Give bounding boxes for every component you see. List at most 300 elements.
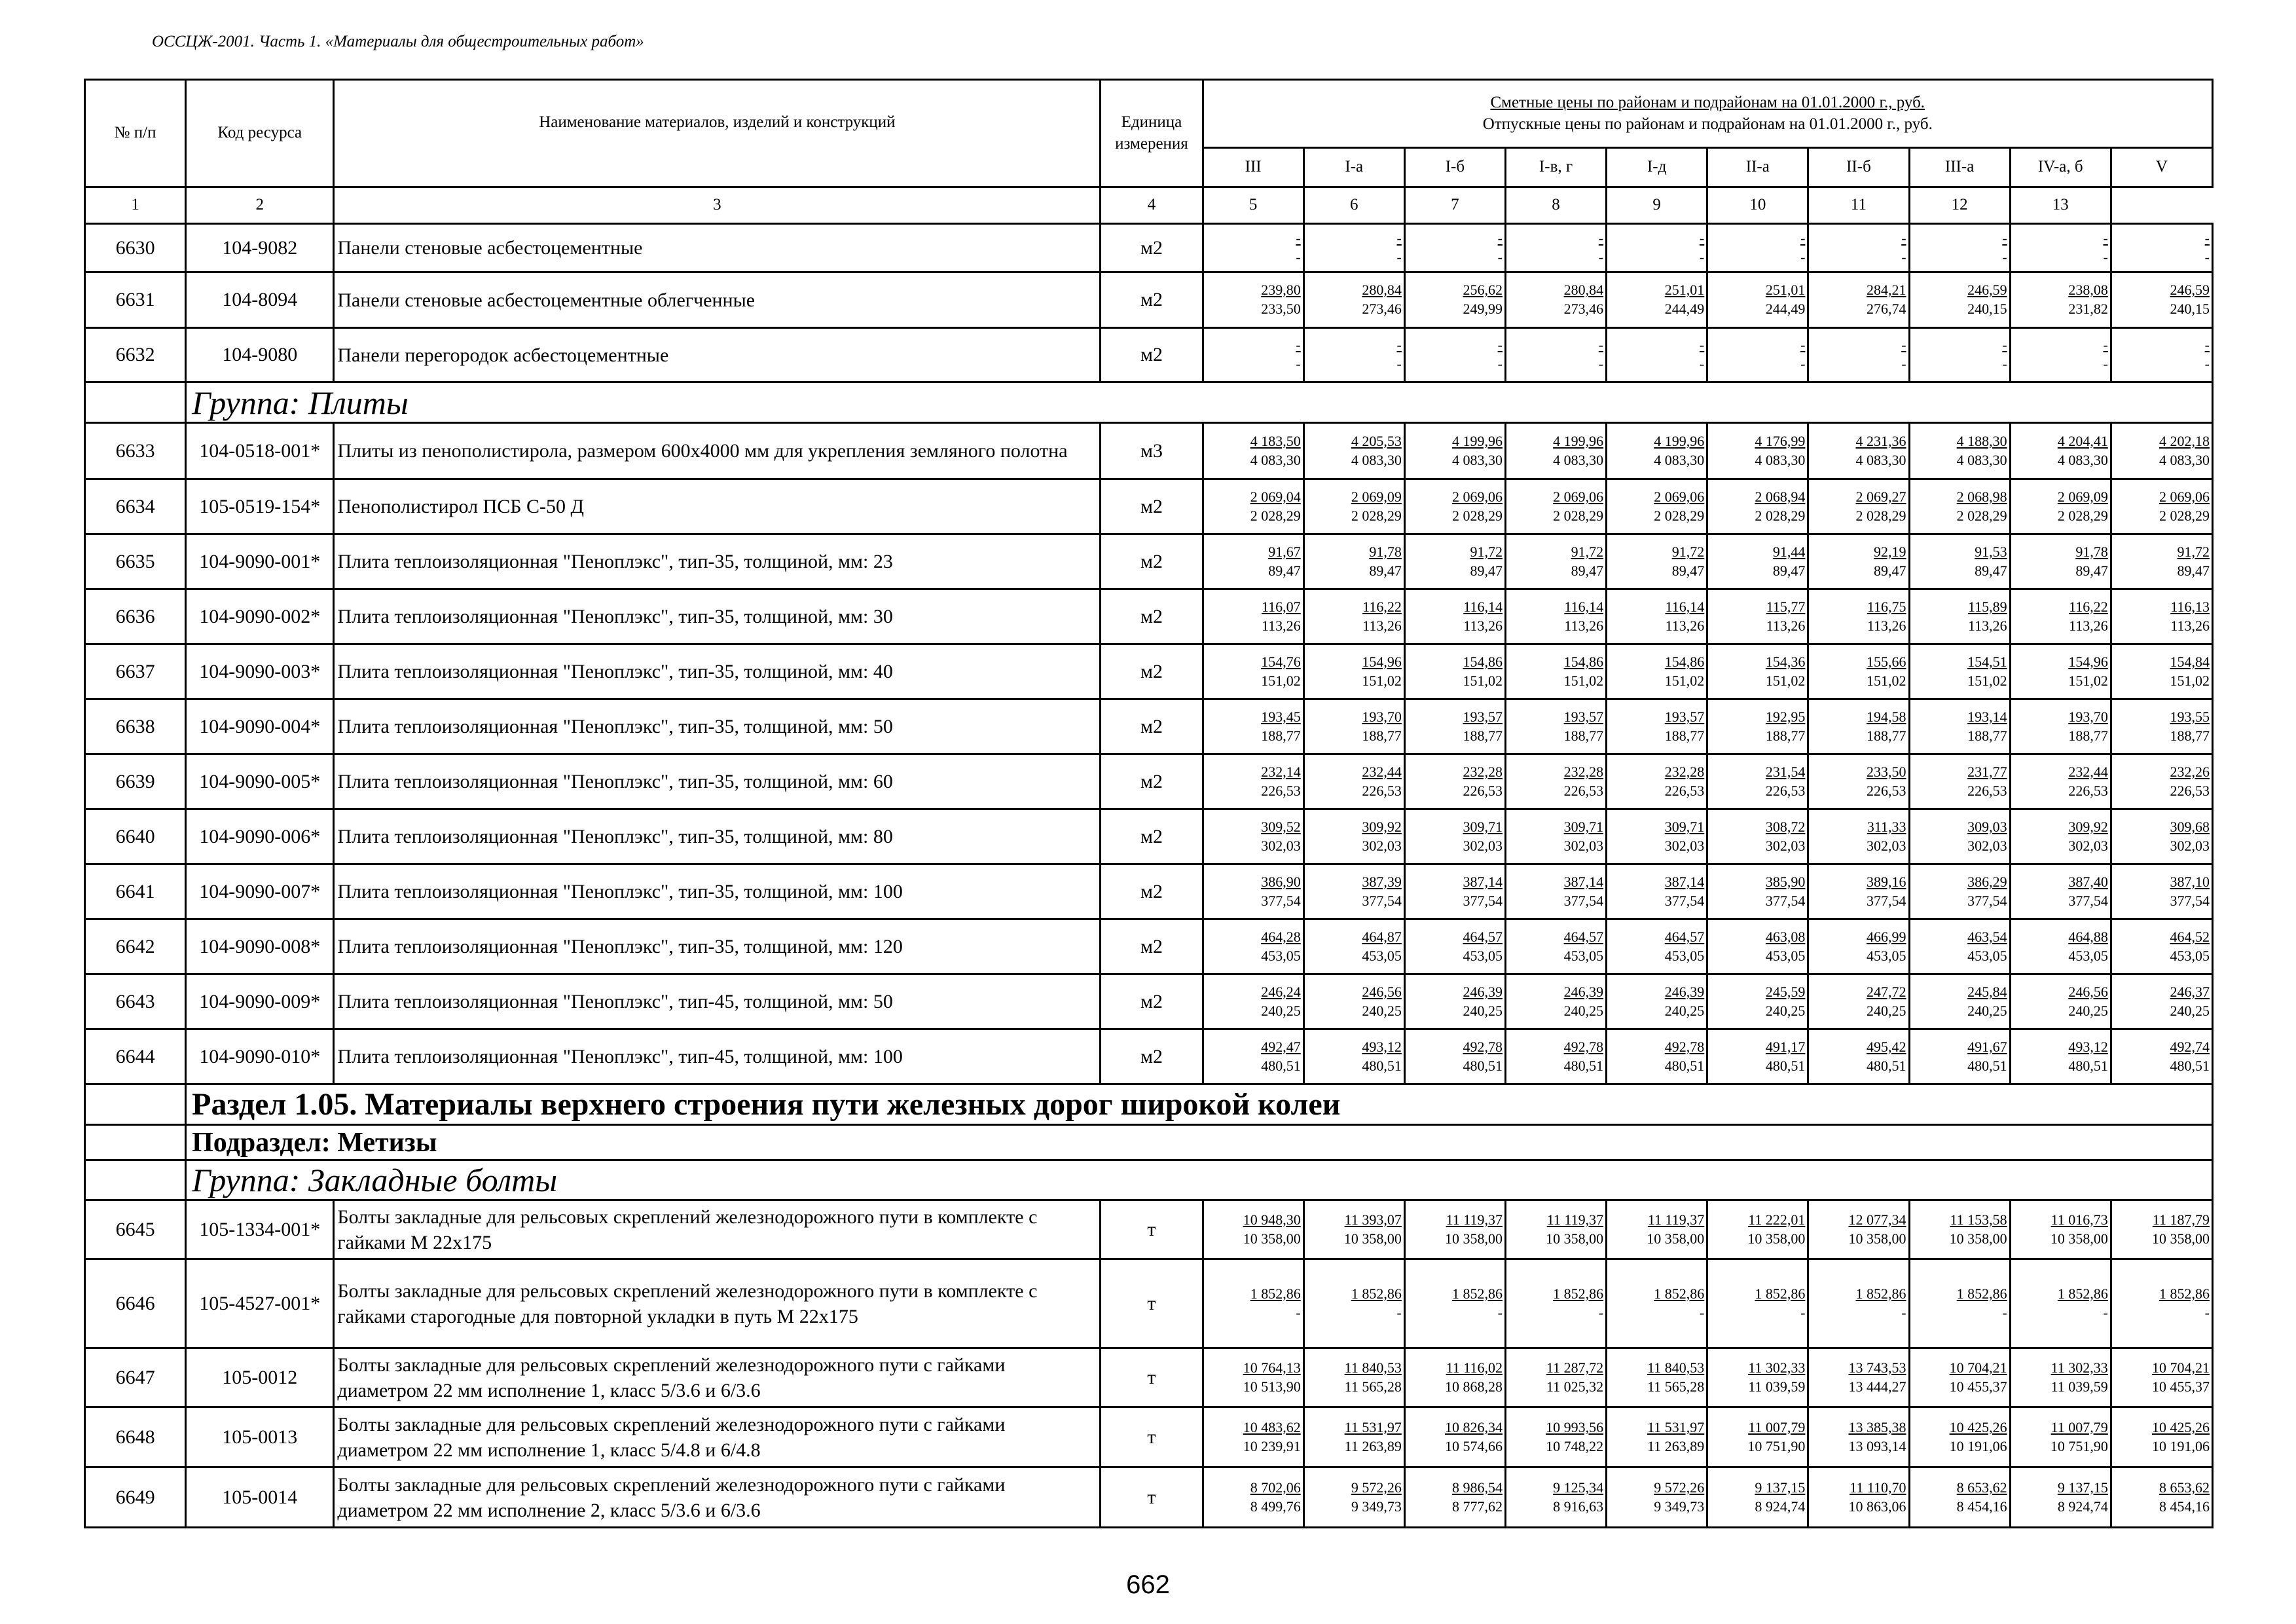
- wholesale-price: 10 863,06: [1848, 1498, 1906, 1515]
- estimated-price: 11 531,97: [1344, 1418, 1402, 1435]
- price-cell: [1909, 864, 2010, 919]
- price-cell: [1607, 644, 1707, 699]
- estimated-price: 155,66: [1867, 653, 1906, 670]
- estimated-price: 91,44: [1772, 543, 1806, 560]
- wholesale-price: 480,51: [1563, 1057, 1604, 1074]
- wholesale-price: 480,51: [1967, 1057, 2007, 1074]
- wholesale-price: -: [1497, 1304, 1503, 1321]
- estimated-price: 154,86: [1563, 653, 1604, 670]
- wholesale-price: 4 083,30: [1553, 451, 1604, 468]
- price-cell: [2010, 1259, 2111, 1348]
- estimated-price: 116,13: [2170, 598, 2210, 615]
- estimated-price: 13 743,53: [1848, 1359, 1906, 1376]
- price-cell: [1707, 644, 1808, 699]
- wholesale-price: 188,77: [2170, 727, 2210, 744]
- wholesale-price: -: [2002, 356, 2007, 372]
- wholesale-price: 151,02: [1261, 672, 1301, 689]
- price-cell: [1303, 1467, 1404, 1528]
- wholesale-price: 10 868,28: [1444, 1378, 1503, 1395]
- wholesale-price: 453,05: [1967, 947, 2007, 964]
- wholesale-price: -: [1598, 356, 1604, 372]
- resource-code: 104-9090-007*: [186, 864, 334, 919]
- wholesale-price: 302,03: [1261, 837, 1301, 854]
- price-cell: [2111, 479, 2212, 534]
- wholesale-price: 302,03: [1765, 837, 1806, 854]
- estimated-price: -: [1901, 337, 1906, 354]
- estimated-price: -: [2002, 337, 2007, 354]
- col-head-unit: Единица измерения: [1101, 80, 1203, 187]
- price-cell: [1707, 1348, 1808, 1407]
- estimated-price: 8 653,62: [2159, 1479, 2210, 1496]
- column-number: 12: [1909, 187, 2010, 224]
- price-cell: [1203, 224, 1303, 272]
- estimated-price: 2 068,94: [1755, 488, 1806, 505]
- price-cell: [2010, 919, 2111, 974]
- column-number: 9: [1607, 187, 1707, 224]
- estimated-price: 1 852,86: [1755, 1285, 1806, 1302]
- estimated-price: 4 176,99: [1755, 432, 1806, 449]
- price-cell: [1505, 754, 1606, 809]
- price-cell: [1808, 809, 1909, 864]
- wholesale-price: 377,54: [1563, 892, 1604, 909]
- price-cell: [1808, 1029, 1909, 1084]
- wholesale-price: 226,53: [1765, 782, 1806, 799]
- price-cell: [1909, 272, 2010, 328]
- estimated-price: 2 068,98: [1956, 488, 2007, 505]
- price-cell: [1808, 423, 1909, 479]
- estimated-price: 8 986,54: [1451, 1479, 1503, 1496]
- price-cell: [1707, 534, 1808, 589]
- estimated-price: 10 483,62: [1243, 1418, 1301, 1435]
- region-header: I-б: [1404, 148, 1505, 187]
- estimated-price: 116,14: [1564, 598, 1604, 615]
- estimated-price: 246,39: [1463, 983, 1503, 1000]
- price-cell: [1909, 328, 2010, 382]
- estimated-price: 2 069,27: [1855, 488, 1906, 505]
- price-cell: [1707, 699, 1808, 754]
- col-head-code: Код ресурса: [186, 80, 334, 187]
- estimated-price: 387,14: [1664, 873, 1705, 890]
- wholesale-price: 480,51: [1362, 1057, 1402, 1074]
- price-cell: [2111, 974, 2212, 1029]
- estimated-price: 309,92: [1362, 818, 1402, 835]
- estimated-price: 311,33: [1867, 818, 1906, 835]
- group-heading: Группа: Закладные болты: [186, 1160, 2213, 1200]
- price-cell: [1808, 919, 1909, 974]
- wholesale-price: 89,47: [1268, 562, 1301, 579]
- price-cell: [1909, 919, 2010, 974]
- price-cell: [1505, 1200, 1606, 1259]
- estimated-price: 194,58: [1867, 708, 1906, 725]
- wholesale-price: 240,15: [2170, 301, 2210, 317]
- price-cell: [1607, 974, 1707, 1029]
- price-cell: [1707, 479, 1808, 534]
- wholesale-price: 4 083,30: [2159, 451, 2210, 468]
- price-cell: [1607, 919, 1707, 974]
- col-head-num: № п/п: [85, 80, 186, 187]
- wholesale-price: 10 358,00: [1243, 1230, 1301, 1247]
- wholesale-price: 480,51: [1765, 1057, 1806, 1074]
- wholesale-price: -: [1699, 1304, 1705, 1321]
- estimated-price: 2 069,06: [1553, 488, 1604, 505]
- estimated-price: 8 653,62: [1956, 1479, 2007, 1496]
- wholesale-price: 10 358,00: [1848, 1230, 1906, 1247]
- price-cell: [1505, 919, 1606, 974]
- estimated-price: 491,67: [1967, 1038, 2007, 1055]
- estimated-price: 9 572,26: [1351, 1479, 1402, 1496]
- estimated-price: 10 948,30: [1243, 1211, 1301, 1228]
- material-name: Болты закладные для рельсовых скреплений железнодорожного пути в комплекте с гайками М 22х175: [334, 1200, 1101, 1259]
- price-cell: [1808, 699, 1909, 754]
- wholesale-price: 10 751,90: [1747, 1437, 1806, 1454]
- wholesale-price: -: [2103, 356, 2108, 372]
- price-cell: [1303, 644, 1404, 699]
- wholesale-price: 273,46: [1362, 301, 1402, 317]
- unit-of-measure: м2: [1101, 699, 1203, 754]
- price-cell: [1505, 479, 1606, 534]
- price-cell: [1404, 1259, 1505, 1348]
- estimated-price: 247,72: [1867, 983, 1906, 1000]
- estimated-price: 464,57: [1563, 928, 1604, 945]
- price-cell: [1505, 1467, 1606, 1528]
- estimated-price: 4 204,41: [2057, 432, 2108, 449]
- price-cell: [2010, 589, 2111, 644]
- row-number: 6649: [85, 1467, 186, 1528]
- estimated-price: 2 069,04: [1250, 488, 1301, 505]
- price-cell: [1707, 1200, 1808, 1259]
- resource-code: 104-0518-001*: [186, 423, 334, 479]
- estimated-price: 11 119,37: [1446, 1211, 1503, 1228]
- wholesale-price: 244,49: [1765, 301, 1806, 317]
- unit-of-measure: м2: [1101, 974, 1203, 1029]
- estimated-price: 232,14: [1261, 763, 1301, 780]
- price-table: [84, 79, 2214, 1528]
- resource-code: 104-9090-005*: [186, 754, 334, 809]
- price-cell: [2111, 1348, 2212, 1407]
- price-cell: [1505, 272, 1606, 328]
- estimated-price: 492,78: [1463, 1038, 1503, 1055]
- estimated-price: 91,72: [2177, 543, 2210, 560]
- wholesale-price: 11 565,28: [1647, 1378, 1705, 1395]
- wholesale-price: 188,77: [1261, 727, 1301, 744]
- wholesale-price: 302,03: [1967, 837, 2007, 854]
- wholesale-price: 10 358,00: [1949, 1230, 2007, 1247]
- wholesale-price: 11 263,89: [1344, 1437, 1402, 1454]
- estimated-price: 464,52: [2170, 928, 2210, 945]
- price-cell: [2010, 974, 2111, 1029]
- estimated-price: 245,84: [1967, 983, 2007, 1000]
- unit-of-measure: т: [1101, 1467, 1203, 1528]
- price-cell: [2111, 754, 2212, 809]
- material-name: Болты закладные для рельсовых скреплений железнодорожного пути в комплекте с гайками старогодные для повторной укладки в путь М 22х175: [334, 1259, 1101, 1348]
- wholesale-price: 10 358,00: [2050, 1230, 2108, 1247]
- price-cell: [1505, 328, 1606, 382]
- wholesale-price: 151,02: [1967, 672, 2007, 689]
- price-cell: [1203, 754, 1303, 809]
- wholesale-price: 10 455,37: [1949, 1378, 2007, 1395]
- section-row: [85, 1160, 2213, 1200]
- estimated-price: 463,08: [1765, 928, 1806, 945]
- price-cell: [1505, 864, 1606, 919]
- price-cell: [1707, 1467, 1808, 1528]
- estimated-price: 493,12: [2068, 1038, 2108, 1055]
- table-row: [85, 864, 2213, 919]
- estimated-price: 2 069,09: [2057, 488, 2108, 505]
- unit-of-measure: м2: [1101, 272, 1203, 328]
- price-cell: [2010, 644, 2111, 699]
- column-number: 1: [85, 187, 186, 224]
- estimated-price: 309,71: [1563, 818, 1604, 835]
- estimated-price: 308,72: [1765, 818, 1806, 835]
- wholesale-price: 4 083,30: [1351, 451, 1402, 468]
- wholesale-price: 240,25: [2068, 1002, 2108, 1019]
- estimated-price: 11 531,97: [1647, 1418, 1705, 1435]
- price-cell: [2010, 1407, 2111, 1467]
- price-cell: [1607, 809, 1707, 864]
- wholesale-price: 2 028,29: [1250, 507, 1301, 524]
- estimated-price: 1 852,86: [1654, 1285, 1705, 1302]
- wholesale-price: 2 028,29: [1351, 507, 1402, 524]
- column-number: 2: [186, 187, 334, 224]
- price-cell: [1404, 699, 1505, 754]
- wholesale-price: 188,77: [1765, 727, 1806, 744]
- row-number: 6647: [85, 1348, 186, 1407]
- section-row: [85, 382, 2213, 423]
- row-number: 6642: [85, 919, 186, 974]
- estimated-price: 193,14: [1967, 708, 2007, 725]
- price-cell: [2111, 1467, 2212, 1528]
- estimated-price: 11 840,53: [1647, 1359, 1705, 1376]
- estimated-price: 115,89: [1967, 598, 2007, 615]
- estimated-price: 4 205,53: [1351, 432, 1402, 449]
- price-cell: [1303, 864, 1404, 919]
- table-row: [85, 328, 2213, 382]
- estimated-price: -: [1699, 337, 1705, 354]
- price-cell: [2111, 272, 2212, 328]
- row-number: 6634: [85, 479, 186, 534]
- estimated-price: 1 852,86: [1250, 1285, 1301, 1302]
- wholesale-price: 226,53: [2170, 782, 2210, 799]
- wholesale-price: 377,54: [1867, 892, 1906, 909]
- price-cell: [1303, 589, 1404, 644]
- wholesale-price: 188,77: [1362, 727, 1402, 744]
- unit-of-measure: т: [1101, 1407, 1203, 1467]
- wholesale-price: 453,05: [1867, 947, 1906, 964]
- price-cell: [2010, 272, 2111, 328]
- estimated-price: 11 187,79: [2152, 1211, 2210, 1228]
- material-name: Панели стеновые асбестоцементные: [334, 224, 1101, 272]
- wholesale-price: 10 751,90: [2050, 1437, 2108, 1454]
- unit-of-measure: м2: [1101, 224, 1203, 272]
- price-cell: [1607, 864, 1707, 919]
- section-row: [85, 1084, 2213, 1125]
- wholesale-price: 188,77: [2068, 727, 2108, 744]
- price-cell: [1303, 974, 1404, 1029]
- estimated-price: 91,72: [1671, 543, 1705, 560]
- price-cell: [1808, 479, 1909, 534]
- estimated-price: 251,01: [1765, 282, 1806, 299]
- unit-of-measure: т: [1101, 1200, 1203, 1259]
- estimated-price: -: [2002, 229, 2007, 246]
- price-cell: [1203, 1259, 1303, 1348]
- unit-of-measure: м2: [1101, 589, 1203, 644]
- price-cell: [1505, 809, 1606, 864]
- table-row: [85, 1467, 2213, 1528]
- wholesale-price: -: [1598, 1304, 1604, 1321]
- estimated-price: 116,07: [1262, 598, 1301, 615]
- unit-of-measure: м2: [1101, 864, 1203, 919]
- wholesale-price: 377,54: [2068, 892, 2108, 909]
- region-header: III: [1203, 148, 1303, 187]
- price-cell: [1909, 534, 2010, 589]
- row-number: 6639: [85, 754, 186, 809]
- wholesale-price: -: [2204, 248, 2210, 265]
- wholesale-price: 240,15: [1967, 301, 2007, 317]
- wholesale-price: 10 191,06: [2152, 1437, 2210, 1454]
- price-cell: [1707, 754, 1808, 809]
- price-cell: [1505, 534, 1606, 589]
- estimated-price: 193,57: [1664, 708, 1705, 725]
- price-cell: [1404, 423, 1505, 479]
- estimated-price: 154,76: [1261, 653, 1301, 670]
- region-header: II-а: [1707, 148, 1808, 187]
- wholesale-price: 113,26: [1967, 617, 2007, 634]
- estimated-price: 193,57: [1563, 708, 1604, 725]
- price-cell: [1404, 864, 1505, 919]
- estimated-price: 116,22: [2069, 598, 2108, 615]
- unit-of-measure: м2: [1101, 809, 1203, 864]
- table-row: [85, 224, 2213, 272]
- wholesale-price: 480,51: [1261, 1057, 1301, 1074]
- price-cell: [2010, 809, 2111, 864]
- estimated-price: 154,86: [1664, 653, 1705, 670]
- wholesale-price: 188,77: [1664, 727, 1705, 744]
- price-cell: [2010, 864, 2111, 919]
- estimated-price: 11 302,33: [1748, 1359, 1806, 1376]
- estimated-price: 309,03: [1967, 818, 2007, 835]
- column-number: 10: [1707, 187, 1808, 224]
- resource-code: 105-0014: [186, 1467, 334, 1528]
- price-cell: [1607, 699, 1707, 754]
- wholesale-price: 377,54: [2170, 892, 2210, 909]
- estimated-price: 193,70: [2068, 708, 2108, 725]
- estimated-price: 9 572,26: [1654, 1479, 1705, 1496]
- wholesale-price: 240,25: [1867, 1002, 1906, 1019]
- price-cell: [1505, 589, 1606, 644]
- price-cell: [1909, 1348, 2010, 1407]
- wholesale-price: 226,53: [1664, 782, 1705, 799]
- price-cell: [1203, 809, 1303, 864]
- wholesale-price: 113,26: [1463, 617, 1503, 634]
- estimated-price: 238,08: [2068, 282, 2108, 299]
- price-cell: [1808, 1407, 1909, 1467]
- row-number: 6643: [85, 974, 186, 1029]
- price-cell: [1303, 1348, 1404, 1407]
- estimated-price: -: [1901, 229, 1906, 246]
- material-name: Плита теплоизоляционная "Пеноплэкс", тип-45, толщиной, мм: 50: [334, 974, 1101, 1029]
- estimated-price: 9 125,34: [1553, 1479, 1604, 1496]
- price-cell: [2010, 423, 2111, 479]
- estimated-price: 1 852,86: [2057, 1285, 2108, 1302]
- estimated-price: 493,12: [1362, 1038, 1402, 1055]
- price-cell: [1707, 1029, 1808, 1084]
- price-cell: [1607, 479, 1707, 534]
- wholesale-price: -: [1800, 248, 1806, 265]
- price-cell: [1303, 272, 1404, 328]
- wholesale-price: 9 349,73: [1351, 1498, 1402, 1515]
- price-cell: [1203, 1200, 1303, 1259]
- estimated-price: 116,75: [1867, 598, 1906, 615]
- price-cell: [1505, 644, 1606, 699]
- wholesale-price: 226,53: [1867, 782, 1906, 799]
- price-cell: [1808, 272, 1909, 328]
- price-cell: [2010, 1467, 2111, 1528]
- estimated-price: 387,10: [2170, 873, 2210, 890]
- column-number: 8: [1505, 187, 1606, 224]
- price-cell: [1505, 974, 1606, 1029]
- wholesale-price: 10 358,00: [2152, 1230, 2210, 1247]
- wholesale-price: 480,51: [1867, 1057, 1906, 1074]
- estimated-price: 2 069,09: [1351, 488, 1402, 505]
- wholesale-price: 2 028,29: [1956, 507, 2007, 524]
- wholesale-price: -: [1901, 356, 1906, 372]
- material-name: Плиты из пенополистирола, размером 600х4000 мм для укрепления земляного полотна: [334, 423, 1101, 479]
- wholesale-price: 11 039,59: [2050, 1378, 2108, 1395]
- resource-code: 104-9090-003*: [186, 644, 334, 699]
- wholesale-price: -: [2002, 1304, 2007, 1321]
- price-cell: [1505, 1407, 1606, 1467]
- estimated-price: 11 116,02: [1446, 1359, 1503, 1376]
- price-cell: [1203, 1029, 1303, 1084]
- estimated-price: 11 119,37: [1546, 1211, 1604, 1228]
- price-cell: [1808, 1467, 1909, 1528]
- wholesale-price: 89,47: [1671, 562, 1705, 579]
- price-cell: [1203, 479, 1303, 534]
- wholesale-price: 89,47: [1470, 562, 1503, 579]
- price-cell: [1404, 919, 1505, 974]
- price-cell: [2111, 1029, 2212, 1084]
- estimated-price: 11 222,01: [1748, 1211, 1806, 1228]
- price-cell: [1203, 699, 1303, 754]
- estimated-price: 10 425,26: [1949, 1418, 2007, 1435]
- estimated-price: 492,47: [1261, 1038, 1301, 1055]
- row-number: 6630: [85, 224, 186, 272]
- section-num-cell: [85, 1125, 186, 1160]
- wholesale-price: 240,25: [1463, 1002, 1503, 1019]
- price-cell: [1607, 272, 1707, 328]
- region-header: II-б: [1808, 148, 1909, 187]
- wholesale-price: 2 028,29: [1855, 507, 1906, 524]
- wholesale-price: 10 239,91: [1243, 1437, 1301, 1454]
- resource-code: 104-9080: [186, 328, 334, 382]
- wholesale-price: 10 513,90: [1243, 1378, 1301, 1395]
- price-cell: [2010, 224, 2111, 272]
- wholesale-price: 2 028,29: [2159, 507, 2210, 524]
- row-number: 6638: [85, 699, 186, 754]
- price-cell: [1808, 1200, 1909, 1259]
- wholesale-price: -: [1699, 356, 1705, 372]
- price-cell: [1303, 423, 1404, 479]
- estimated-price: 154,96: [2068, 653, 2108, 670]
- estimated-price: 387,39: [1362, 873, 1402, 890]
- wholesale-price: 11 565,28: [1344, 1378, 1402, 1395]
- material-name: Плита теплоизоляционная "Пеноплэкс", тип-45, толщиной, мм: 100: [334, 1029, 1101, 1084]
- wholesale-price: 9 349,73: [1654, 1498, 1705, 1515]
- price-cell: [2111, 699, 2212, 754]
- price-cell: [1707, 1259, 1808, 1348]
- unit-of-measure: м2: [1101, 919, 1203, 974]
- estimated-price: 492,74: [2170, 1038, 2210, 1055]
